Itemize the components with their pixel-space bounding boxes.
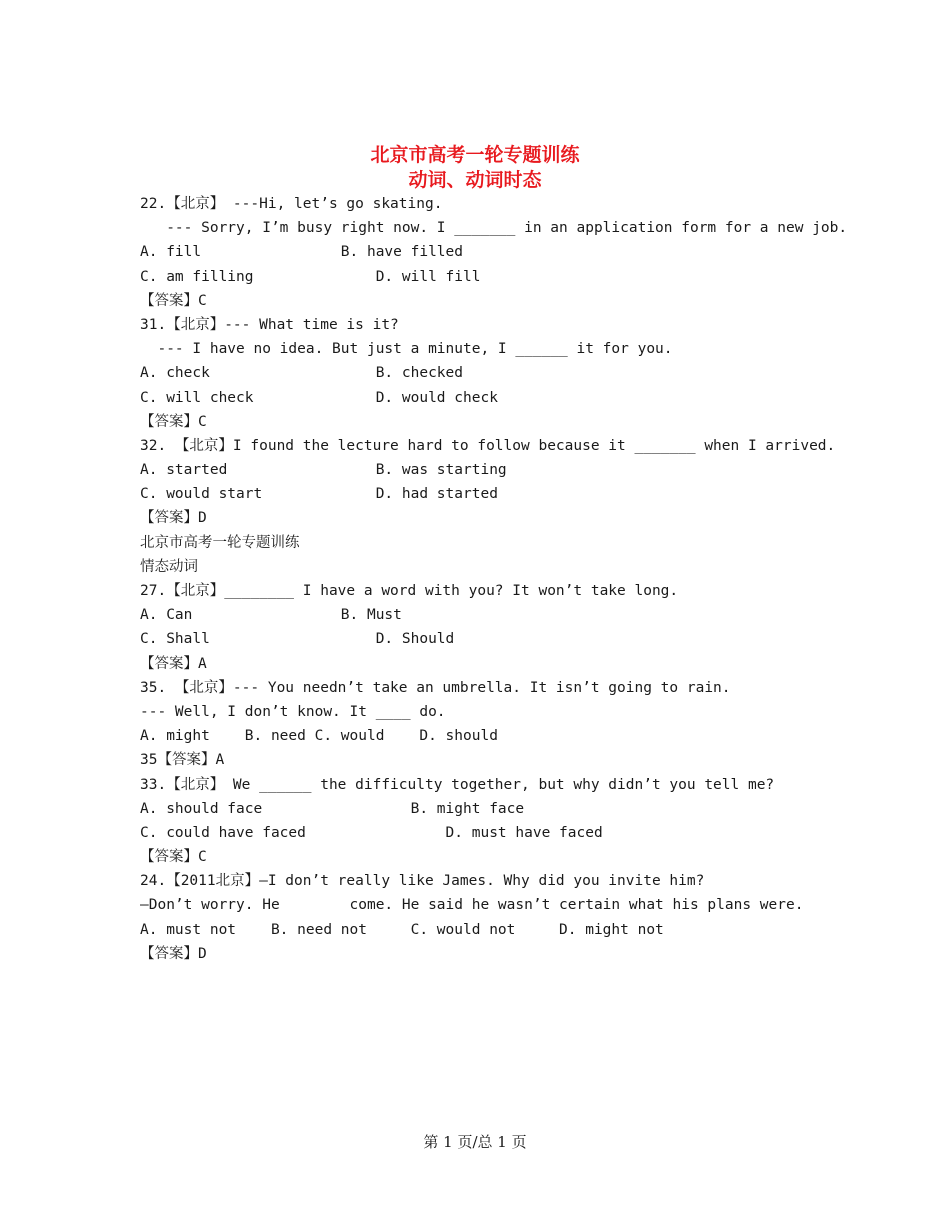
page-footer: 第 1 页/总 1 页 [423, 1133, 527, 1151]
text-line: C. would start D. had started [140, 486, 498, 503]
text-line: 35【答案】A [140, 752, 225, 769]
text-line: 24.【2011北京】—I don’t really like James. Why did you invite him? [140, 873, 705, 890]
text-line: A. must not B. need not C. would not D. might not [140, 921, 664, 938]
text-line: --- Sorry, I’m busy right now. I _______ in an application form for a new job. [140, 220, 848, 237]
text-line: A. fill B. have filled [140, 244, 464, 261]
text-line: 北京市高考一轮专题训练 [140, 534, 300, 551]
text-line: 35. 【北京】--- You needn’t take an umbrella. It isn’t going to rain. [140, 679, 731, 696]
text-line: 【答案】D [140, 510, 207, 527]
text-line: C. Shall D. Should [140, 631, 455, 648]
text-line: 32. 【北京】I found the lecture hard to follow because it _______ when I arrived. [140, 437, 836, 454]
text-line: A. check B. checked [140, 365, 464, 382]
text-line: 【答案】C [140, 413, 207, 430]
text-line: A. might B. need C. would D. should [140, 728, 498, 745]
text-line: —Don’t worry. He come. He said he wasn’t certain what his plans were. [140, 897, 804, 914]
document-title: 北京市高考一轮专题训练 [370, 144, 580, 166]
text-line: 27.【北京】________ I have a word with you? It won’t take long. [140, 583, 679, 599]
text-line: A. Can B. Must [140, 607, 402, 624]
text-line: 【答案】A [140, 655, 207, 672]
text-line: A. should face B. might face [140, 800, 525, 817]
text-line: 22.【北京】 ---Hi, let’s go skating. [140, 196, 443, 212]
text-line: C. am filling D. will fill [140, 268, 481, 285]
text-line: 【答案】C [140, 849, 207, 866]
text-line: C. will check D. would check [140, 389, 498, 406]
text-line: 情态动词 [140, 558, 198, 575]
text-line: 31.【北京】--- What time is it? [140, 316, 399, 333]
text-line: --- I have no idea. But just a minute, I ______ it for you. [140, 341, 673, 358]
text-line: C. could have faced D. must have faced [140, 824, 603, 841]
text-line: --- Well, I don’t know. It ____ do. [140, 703, 446, 720]
document-subtitle: 动词、动词时态 [408, 169, 542, 191]
text-line: 33.【北京】 We ______ the difficulty together, but why didn’t you tell me? [140, 776, 775, 793]
document-body [140, 192, 848, 966]
text-line: 【答案】D [140, 945, 207, 962]
text-line: A. started B. was starting [140, 462, 507, 479]
text-line: 【答案】C [140, 292, 207, 309]
